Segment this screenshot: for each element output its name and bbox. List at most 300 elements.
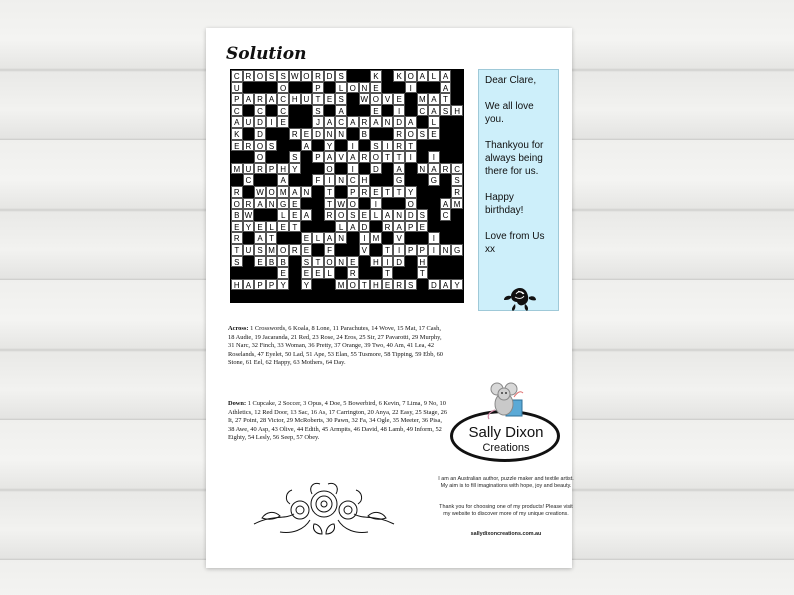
grid-cell: D <box>254 116 266 128</box>
grid-block <box>301 163 313 175</box>
grid-cell: O <box>405 128 417 140</box>
grid-block <box>289 290 301 302</box>
grid-cell: P <box>405 244 417 256</box>
grid-cell: K <box>231 128 243 140</box>
grid-block <box>440 221 452 233</box>
grid-block <box>405 105 417 117</box>
grid-block <box>312 198 324 210</box>
grid-cell: A <box>417 70 429 82</box>
grid-cell: O <box>277 82 289 94</box>
grid-cell: T <box>382 151 394 163</box>
grid-cell: N <box>335 128 347 140</box>
grid-block <box>312 163 324 175</box>
grid-cell: I <box>428 151 440 163</box>
grid-cell: R <box>393 140 405 152</box>
grid-cell: A <box>393 163 405 175</box>
grid-cell: R <box>393 279 405 291</box>
grid-cell: U <box>243 163 255 175</box>
grid-cell: E <box>277 267 289 279</box>
grid-block <box>382 174 394 186</box>
grid-block <box>254 82 266 94</box>
grid-cell: O <box>370 93 382 105</box>
grid-block <box>382 105 394 117</box>
grid-block <box>451 116 463 128</box>
grid-cell: P <box>417 244 429 256</box>
note-line: We all love you. <box>485 101 534 125</box>
grid-block <box>289 267 301 279</box>
grid-cell: A <box>254 232 266 244</box>
grid-cell: A <box>243 93 255 105</box>
grid-block <box>324 221 336 233</box>
grid-cell: F <box>324 244 336 256</box>
grid-cell: L <box>335 82 347 94</box>
grid-cell: H <box>370 256 382 268</box>
grid-cell: B <box>231 209 243 221</box>
brand-logo <box>446 380 566 462</box>
grid-block <box>428 221 440 233</box>
grid-cell: R <box>382 221 394 233</box>
note-line: Thankyou for always being there for us. <box>485 140 544 177</box>
grid-block <box>417 186 429 198</box>
grid-cell: T <box>289 221 301 233</box>
grid-block <box>289 116 301 128</box>
grid-cell: O <box>347 198 359 210</box>
grid-block <box>254 174 266 186</box>
grid-cell: C <box>440 209 452 221</box>
grid-block <box>451 151 463 163</box>
grid-cell: I <box>347 163 359 175</box>
grid-block <box>347 70 359 82</box>
grid-block <box>405 163 417 175</box>
grid-cell: A <box>370 116 382 128</box>
grid-block <box>405 256 417 268</box>
grid-block <box>440 186 452 198</box>
rose-icon <box>503 282 537 312</box>
about-text: I am an Australian author, puzzle maker and textile artist. My aim is to fill imaginations with hope, joy and beauty. <box>438 476 574 489</box>
grid-cell: H <box>370 279 382 291</box>
grid-cell: T <box>417 267 429 279</box>
grid-cell: O <box>347 279 359 291</box>
grid-block <box>312 140 324 152</box>
grid-cell: I <box>266 116 278 128</box>
grid-cell: R <box>359 151 371 163</box>
grid-cell: G <box>451 244 463 256</box>
grid-cell: D <box>393 116 405 128</box>
grid-cell: A <box>440 198 452 210</box>
grid-cell: U <box>301 93 313 105</box>
grid-block <box>417 290 429 302</box>
grid-cell: D <box>359 221 371 233</box>
grid-block <box>405 93 417 105</box>
grid-block <box>428 209 440 221</box>
grid-cell: W <box>359 93 371 105</box>
grid-cell: H <box>417 256 429 268</box>
grid-cell: E <box>277 116 289 128</box>
grid-block <box>243 256 255 268</box>
grid-cell: L <box>370 209 382 221</box>
grid-cell: T <box>393 186 405 198</box>
grid-cell: G <box>277 198 289 210</box>
grid-block <box>440 267 452 279</box>
grid-block <box>359 163 371 175</box>
across-clues <box>228 325 448 368</box>
grid-cell: M <box>277 186 289 198</box>
grid-block <box>428 256 440 268</box>
grid-cell: E <box>254 221 266 233</box>
grid-block <box>301 82 313 94</box>
grid-cell: T <box>324 198 336 210</box>
grid-block <box>243 232 255 244</box>
grid-cell: R <box>231 232 243 244</box>
grid-block <box>370 221 382 233</box>
across-text: 1 Crosswords, 6 Koala, 8 Lone, 11 Parachutes, 14 Wove, 15 Mat, 17 Cash, 18 Audie, 19 Jacaranda, 21 Red, 23 Rose, 24 Eros, 25 Sir, 27 Pavarotti, 29 Murphy, 31 Narc, 32 Finch, 33 Woman, 36 Pretty, 37 Orange, 39 Two, 40 Am, 41 Lea, 42 Roselands, 47 Eyelet, 50 Lad, 51 Ape, 53 Elan, 55 Tusmore, 58 Tipping, 59 Ebb, 60 Stone, 61 Eel, 62 Happy, 63 Mothers, 64 Day. <box>228 325 443 367</box>
grid-cell: P <box>254 279 266 291</box>
grid-cell: T <box>312 256 324 268</box>
grid-block <box>428 186 440 198</box>
grid-cell: E <box>370 105 382 117</box>
grid-block <box>312 279 324 291</box>
grid-cell: M <box>335 279 347 291</box>
grid-block <box>324 105 336 117</box>
website-link[interactable]: sallydixoncreations.com.au <box>470 531 542 537</box>
grid-cell: E <box>254 256 266 268</box>
down-text: 1 Cupcake, 2 Soccer, 3 Opus, 4 Doe, 5 Bowerbird, 6 Kevin, 7 Lima, 9 No, 10 Athletics, 12 Red Door, 13 Sac, 16 As, 17 Carrington, 20 Anya, 22 Easy, 25 Stage, 26 It, 27 Point, 28 Victor, 29 McRoberts, 30 Pawn, 32 Fa, 34 Ogle, 35 Meeter, 36 Pisa, 38 Awe, 40 Asp, 43 Olive, 44 Edith, 45 Armpits, 46 David, 48 Lamb, 49 Inform, 52 Eighty, 54 Lesly, 56 Seep, 57 Obey. <box>228 400 448 442</box>
grid-block <box>359 198 371 210</box>
grid-cell: C <box>277 105 289 117</box>
grid-cell: A <box>347 221 359 233</box>
grid-block <box>393 82 405 94</box>
grid-cell: H <box>451 105 463 117</box>
down-clues <box>228 400 448 443</box>
grid-cell: D <box>324 70 336 82</box>
grid-cell: T <box>266 232 278 244</box>
grid-cell: T <box>312 93 324 105</box>
grid-block <box>370 267 382 279</box>
grid-cell: O <box>405 198 417 210</box>
grid-cell: P <box>266 163 278 175</box>
grid-block <box>301 221 313 233</box>
grid-cell: I <box>347 140 359 152</box>
grid-cell: O <box>335 209 347 221</box>
grid-block <box>266 128 278 140</box>
crossword-grid <box>230 69 464 303</box>
grid-cell: H <box>277 163 289 175</box>
grid-block <box>451 221 463 233</box>
grid-cell: E <box>428 128 440 140</box>
grid-cell: R <box>254 93 266 105</box>
grid-cell: H <box>289 93 301 105</box>
grid-cell: N <box>393 209 405 221</box>
grid-block <box>243 128 255 140</box>
grid-block <box>440 256 452 268</box>
grid-block <box>382 70 394 82</box>
grid-cell: S <box>266 140 278 152</box>
grid-cell: V <box>359 244 371 256</box>
grid-cell: S <box>277 70 289 82</box>
grid-cell: S <box>312 105 324 117</box>
grid-cell: Y <box>289 163 301 175</box>
grid-block <box>428 198 440 210</box>
grid-cell: S <box>254 244 266 256</box>
grid-block <box>301 151 313 163</box>
grid-block <box>359 70 371 82</box>
grid-cell: E <box>289 209 301 221</box>
grid-cell: C <box>231 70 243 82</box>
grid-block <box>382 128 394 140</box>
grid-block <box>359 256 371 268</box>
grid-cell: P <box>231 93 243 105</box>
grid-block <box>347 232 359 244</box>
grid-cell: S <box>451 174 463 186</box>
grid-block <box>451 232 463 244</box>
message-note <box>478 69 559 311</box>
grid-block <box>277 128 289 140</box>
grid-block <box>266 82 278 94</box>
grid-cell: R <box>440 163 452 175</box>
grid-cell: G <box>393 174 405 186</box>
grid-cell: E <box>312 267 324 279</box>
grid-block <box>451 82 463 94</box>
grid-block <box>301 174 313 186</box>
grid-block <box>440 174 452 186</box>
grid-cell: R <box>312 70 324 82</box>
grid-cell: O <box>347 82 359 94</box>
grid-cell: M <box>451 198 463 210</box>
grid-block <box>277 151 289 163</box>
grid-cell: E <box>382 279 394 291</box>
grid-block <box>451 290 463 302</box>
grid-cell: I <box>382 256 394 268</box>
grid-cell: E <box>359 209 371 221</box>
grid-cell: E <box>277 221 289 233</box>
grid-cell: K <box>370 70 382 82</box>
grid-cell: O <box>266 186 278 198</box>
grid-cell: A <box>243 279 255 291</box>
grid-cell: R <box>324 209 336 221</box>
grid-cell: A <box>301 209 313 221</box>
grid-cell: R <box>243 140 255 152</box>
grid-block <box>428 140 440 152</box>
grid-cell: T <box>393 151 405 163</box>
grid-cell: R <box>243 198 255 210</box>
grid-block <box>347 93 359 105</box>
grid-cell: Y <box>324 140 336 152</box>
grid-block <box>417 116 429 128</box>
grid-block <box>289 105 301 117</box>
grid-cell: E <box>417 221 429 233</box>
grid-cell: N <box>266 198 278 210</box>
grid-cell: K <box>393 70 405 82</box>
grid-cell: D <box>312 128 324 140</box>
grid-cell: R <box>359 116 371 128</box>
grid-cell: C <box>243 174 255 186</box>
grid-cell: R <box>347 267 359 279</box>
grid-cell: B <box>277 256 289 268</box>
grid-cell: S <box>231 256 243 268</box>
grid-block <box>359 105 371 117</box>
grid-cell: A <box>440 70 452 82</box>
grid-block <box>243 82 255 94</box>
grid-block <box>359 267 371 279</box>
grid-cell: A <box>335 105 347 117</box>
grid-cell: C <box>347 174 359 186</box>
grid-block <box>417 174 429 186</box>
grid-cell: N <box>335 232 347 244</box>
grid-cell: R <box>231 186 243 198</box>
grid-block <box>301 290 313 302</box>
grid-cell: W <box>289 70 301 82</box>
grid-cell: O <box>370 151 382 163</box>
grid-block <box>254 209 266 221</box>
grid-cell: Y <box>301 279 313 291</box>
grid-cell: E <box>370 82 382 94</box>
grid-block <box>324 290 336 302</box>
grid-cell: A <box>324 232 336 244</box>
puzzle-sheet <box>206 28 572 568</box>
grid-cell: A <box>231 116 243 128</box>
grid-cell: D <box>254 128 266 140</box>
grid-block <box>312 209 324 221</box>
grid-block <box>440 128 452 140</box>
grid-cell: R <box>243 70 255 82</box>
grid-block <box>428 290 440 302</box>
grid-block <box>382 198 394 210</box>
grid-cell: R <box>289 128 301 140</box>
grid-cell: O <box>405 70 417 82</box>
grid-block <box>266 290 278 302</box>
grid-block <box>417 140 429 152</box>
grid-cell: A <box>347 151 359 163</box>
grid-cell: D <box>370 163 382 175</box>
grid-cell: V <box>382 93 394 105</box>
grid-cell: N <box>382 116 394 128</box>
grid-cell: N <box>335 174 347 186</box>
grid-cell: V <box>393 232 405 244</box>
grid-block <box>231 290 243 302</box>
grid-block <box>254 267 266 279</box>
grid-cell: E <box>231 221 243 233</box>
grid-cell: A <box>347 116 359 128</box>
grid-cell: L <box>312 232 324 244</box>
grid-cell: I <box>428 244 440 256</box>
grid-block <box>231 267 243 279</box>
grid-block <box>335 290 347 302</box>
grid-block <box>451 128 463 140</box>
grid-cell: D <box>405 209 417 221</box>
grid-block <box>451 256 463 268</box>
grid-cell: O <box>277 244 289 256</box>
grid-cell: R <box>359 186 371 198</box>
grid-cell: N <box>440 244 452 256</box>
grid-block <box>370 174 382 186</box>
logo-name: Sally Dixon <box>468 424 544 441</box>
grid-cell: S <box>370 140 382 152</box>
grid-block <box>440 151 452 163</box>
grid-block <box>451 267 463 279</box>
grid-block <box>243 290 255 302</box>
grid-cell: A <box>428 163 440 175</box>
grid-cell: N <box>359 82 371 94</box>
grid-cell: A <box>428 105 440 117</box>
grid-cell: T <box>405 140 417 152</box>
grid-block <box>417 232 429 244</box>
grid-cell: B <box>359 128 371 140</box>
grid-cell: O <box>324 256 336 268</box>
grid-block <box>312 186 324 198</box>
grid-block <box>266 267 278 279</box>
grid-block <box>428 267 440 279</box>
grid-cell: T <box>440 93 452 105</box>
grid-cell: L <box>266 221 278 233</box>
grid-cell: O <box>231 198 243 210</box>
grid-cell: I <box>370 198 382 210</box>
grid-cell: P <box>266 279 278 291</box>
grid-cell: A <box>254 198 266 210</box>
note-line: Love from Us xx <box>485 231 545 255</box>
logo-subtitle: Creations <box>482 442 530 454</box>
grid-block <box>301 105 313 117</box>
grid-block <box>347 290 359 302</box>
grid-block <box>382 163 394 175</box>
grid-cell: E <box>289 198 301 210</box>
grid-block <box>289 140 301 152</box>
grid-cell: T <box>359 279 371 291</box>
grid-cell: L <box>428 116 440 128</box>
grid-cell: E <box>231 140 243 152</box>
grid-cell: W <box>335 198 347 210</box>
grid-cell: O <box>301 70 313 82</box>
grid-block <box>277 290 289 302</box>
grid-cell: E <box>347 256 359 268</box>
grid-cell: A <box>382 209 394 221</box>
grid-cell: M <box>266 244 278 256</box>
grid-cell: I <box>428 232 440 244</box>
grid-block <box>382 82 394 94</box>
grid-cell: P <box>405 221 417 233</box>
grid-block <box>312 221 324 233</box>
grid-block <box>266 151 278 163</box>
grid-block <box>289 174 301 186</box>
grid-cell: N <box>301 186 313 198</box>
grid-cell: L <box>335 221 347 233</box>
grid-block <box>277 140 289 152</box>
grid-block <box>405 290 417 302</box>
grid-block <box>451 140 463 152</box>
grid-cell: S <box>301 256 313 268</box>
grid-cell: Y <box>451 279 463 291</box>
grid-block <box>417 279 429 291</box>
grid-cell: W <box>254 186 266 198</box>
grid-cell: C <box>277 93 289 105</box>
grid-cell: M <box>370 232 382 244</box>
grid-cell: I <box>405 151 417 163</box>
grid-cell: A <box>301 140 313 152</box>
grid-block <box>359 140 371 152</box>
grid-block <box>301 116 313 128</box>
grid-cell: P <box>347 186 359 198</box>
grid-cell: T <box>231 244 243 256</box>
grid-cell: A <box>289 186 301 198</box>
page-title: Solution <box>226 44 307 64</box>
grid-block <box>312 244 324 256</box>
grid-cell: T <box>382 244 394 256</box>
grid-block <box>405 267 417 279</box>
grid-block <box>277 232 289 244</box>
grid-cell: W <box>243 209 255 221</box>
note-line: Happy birthday! <box>485 192 524 216</box>
grid-cell: U <box>243 244 255 256</box>
grid-cell: A <box>428 93 440 105</box>
